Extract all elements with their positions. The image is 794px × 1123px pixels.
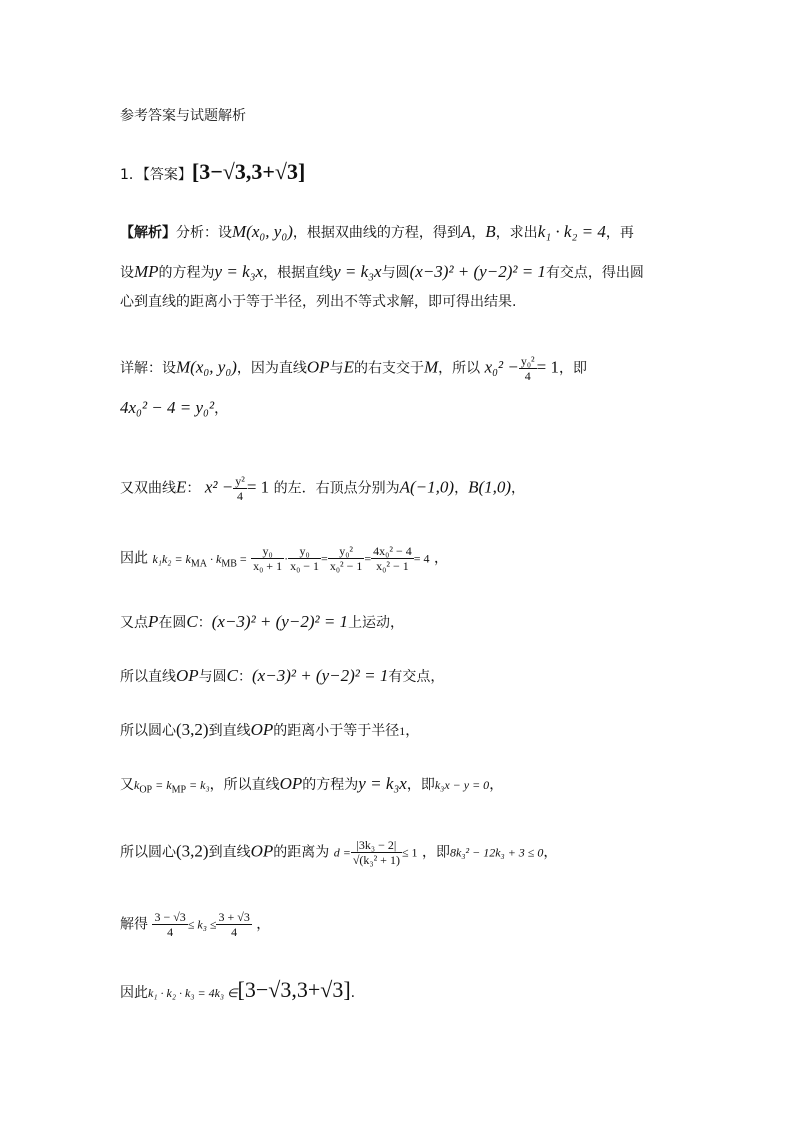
math: k (134, 778, 140, 792)
text: 因此 (120, 985, 148, 1001)
denominator: x₀ + 1 (253, 559, 283, 573)
math: k₁ · k₂ · k₃ = 4k₃ ∈ (148, 986, 238, 1000)
analysis-line-2 (120, 262, 694, 283)
text: 设 (120, 265, 134, 281)
text: 解得 (120, 916, 148, 933)
math: · (284, 551, 289, 566)
math: = 4 (413, 551, 430, 566)
math: [3−√3,3+√3] (237, 977, 351, 1002)
text: 又点 (120, 615, 148, 631)
text: ，即 (559, 360, 587, 377)
math (134, 778, 210, 796)
text: ， (543, 844, 558, 861)
text: ： (238, 669, 253, 685)
fraction (351, 838, 402, 867)
fraction (328, 544, 365, 573)
numerator: y₀ (288, 544, 321, 559)
text: 所以圆心 (120, 723, 176, 739)
denominator: x₀² − 1 (376, 559, 409, 573)
text: 心到直线的距离小于等于半径，列出不等式求解，即可得出结果. (120, 294, 517, 310)
denominator: x₀² − 1 (329, 559, 363, 573)
text: 的方程为 (302, 777, 359, 793)
subscript: MA (190, 557, 207, 569)
text: 与 (329, 360, 344, 377)
circle-line-1 (120, 612, 694, 633)
math: C (226, 666, 239, 685)
text: 又 (120, 777, 134, 793)
text: ， (471, 225, 486, 241)
fraction (288, 544, 321, 573)
math: (x−3)² + (y−2)² = 1 (211, 612, 349, 631)
math: C (186, 612, 198, 631)
center-line-1 (120, 720, 694, 741)
math: y = k₃x (333, 262, 382, 281)
analysis-line-1 (120, 222, 694, 243)
text: 的方程为 (158, 265, 215, 281)
text: ，根据直线 (263, 265, 334, 281)
circle-line-2 (120, 666, 694, 687)
text: ，因为直线 (236, 360, 307, 377)
text: 的距离小于等于半径 (273, 723, 400, 739)
text: 所以直线 (120, 669, 176, 685)
math: A(−1,0) (399, 477, 455, 497)
math: · k (210, 551, 222, 566)
math: ≤ k₃ ≤ (187, 917, 217, 932)
text: ， (511, 480, 526, 497)
math: (3,2) (176, 841, 209, 861)
text: ， (454, 480, 469, 497)
text: 所以圆心 (120, 844, 176, 861)
math: M(x₀, y₀) (176, 357, 237, 377)
text: ， (489, 777, 504, 793)
math: M (423, 357, 439, 377)
subscript: MP (171, 784, 187, 796)
math: k₁k₂ = k (152, 551, 191, 566)
math: 1 (399, 724, 406, 738)
text: 上运动， (348, 615, 405, 631)
math: M(x₀, y₀) (232, 222, 293, 241)
fraction (519, 354, 537, 383)
text: 与圆 (381, 265, 410, 281)
answer-label: 1．【答案】 (120, 167, 192, 183)
math: = k (155, 778, 172, 792)
page-title: 参考答案与试题解析 (120, 108, 246, 124)
math: = (321, 551, 328, 566)
fraction (233, 474, 247, 503)
text: 的左．右顶点分别为 (273, 480, 400, 497)
fraction (371, 544, 414, 573)
text: 到直线 (208, 844, 251, 861)
math: k₁ · k₂ = 4 (537, 222, 606, 241)
math: (x−3)² + (y−2)² = 1 (252, 666, 389, 685)
text: ， (256, 916, 271, 933)
answer-value: [3−√3,3+√3] (191, 159, 306, 184)
numerator: 4x₀² − 4 (373, 544, 412, 558)
math: B(1,0) (468, 477, 512, 497)
math: OP (306, 357, 330, 377)
text: 分析：设 (176, 225, 232, 241)
text: ，根据双曲线的方程，得到 (292, 225, 461, 241)
math: = 1 (246, 477, 270, 497)
text: 到直线 (208, 723, 251, 739)
denominator: √(k₃² + 1) (352, 853, 400, 867)
denominator: x₀ − 1 (290, 559, 320, 573)
math: OP (279, 774, 303, 793)
math: y = k₃x (214, 262, 264, 281)
text: 与圆 (198, 669, 227, 685)
text: ，即 (406, 777, 435, 793)
hyperbola-line (120, 474, 694, 503)
math: (x−3)² + (y−2)² = 1 (409, 262, 546, 281)
math: = k₃ (189, 778, 210, 792)
math: E (343, 357, 354, 377)
math: 4x₀² − 4 = y₀² (120, 398, 215, 417)
text: ： (186, 480, 201, 497)
math: ≤ 1 (401, 845, 418, 860)
text: ，所以直线 (209, 777, 280, 793)
math: x² − (204, 477, 234, 497)
slope-line (120, 774, 694, 800)
analysis-line-3 (120, 292, 694, 312)
text: 有交点， (388, 669, 445, 685)
final-line (120, 977, 694, 1003)
text: 详解：设 (120, 360, 176, 377)
detail-line-2 (120, 398, 694, 419)
fraction (216, 910, 251, 939)
analysis-label: 【解析】 (120, 225, 176, 241)
math: x₀² − (484, 357, 519, 377)
numerator: 3 + √3 (218, 910, 250, 924)
math: = (364, 551, 372, 566)
denominator: 4 (524, 369, 531, 383)
numerator: 3 − √3 (154, 910, 186, 924)
text: 又双曲线 (120, 480, 176, 497)
math: d = (333, 845, 351, 860)
fraction (152, 910, 187, 939)
text: ，再 (605, 225, 634, 241)
numerator: y₀ (251, 544, 284, 559)
numerator: |3k₃ − 2| (351, 838, 402, 853)
math: k₃x − y = 0 (434, 778, 490, 792)
subscript: MB (221, 557, 237, 569)
distance-line (120, 838, 694, 867)
text: ，求出 (495, 225, 538, 241)
text: ， (214, 401, 229, 417)
solve-line (120, 910, 694, 939)
text: 的右支交于 (353, 360, 424, 377)
math: OP (176, 666, 199, 685)
text: ， (405, 723, 420, 739)
math: = 1 (536, 357, 559, 377)
text: ，即 (422, 844, 450, 861)
detail-line-1 (120, 354, 694, 383)
math: B (485, 222, 496, 241)
numerator: y₀² (328, 544, 365, 559)
text: ， (433, 550, 448, 567)
text: 的距离为 (273, 844, 330, 861)
math: P (148, 612, 159, 631)
answer-line (120, 159, 694, 185)
text: . (350, 985, 356, 1001)
math: OP (250, 720, 274, 739)
math: (3,2) (176, 720, 209, 739)
therefore-line-1 (120, 544, 694, 574)
math (152, 551, 247, 569)
text: 有交点，得出圆 (545, 265, 644, 281)
math: E (176, 477, 187, 497)
numerator: y₀² (520, 354, 535, 368)
text: ，所以 (438, 360, 481, 377)
numerator: y² (235, 474, 245, 488)
math: 8k₃² − 12k₃ + 3 ≤ 0 (450, 845, 544, 860)
text: ： (197, 615, 212, 631)
math: y = k₃x (358, 774, 407, 793)
fraction (251, 544, 284, 573)
math: A (460, 222, 472, 241)
math: OP (250, 841, 274, 861)
math: MP (134, 262, 159, 281)
denominator: 4 (237, 489, 244, 503)
denominator: 4 (167, 925, 174, 939)
denominator: 4 (231, 925, 238, 939)
subscript: OP (139, 784, 153, 796)
text: 因此 (120, 550, 148, 567)
text: 在圆 (158, 615, 187, 631)
math: = (239, 551, 247, 566)
